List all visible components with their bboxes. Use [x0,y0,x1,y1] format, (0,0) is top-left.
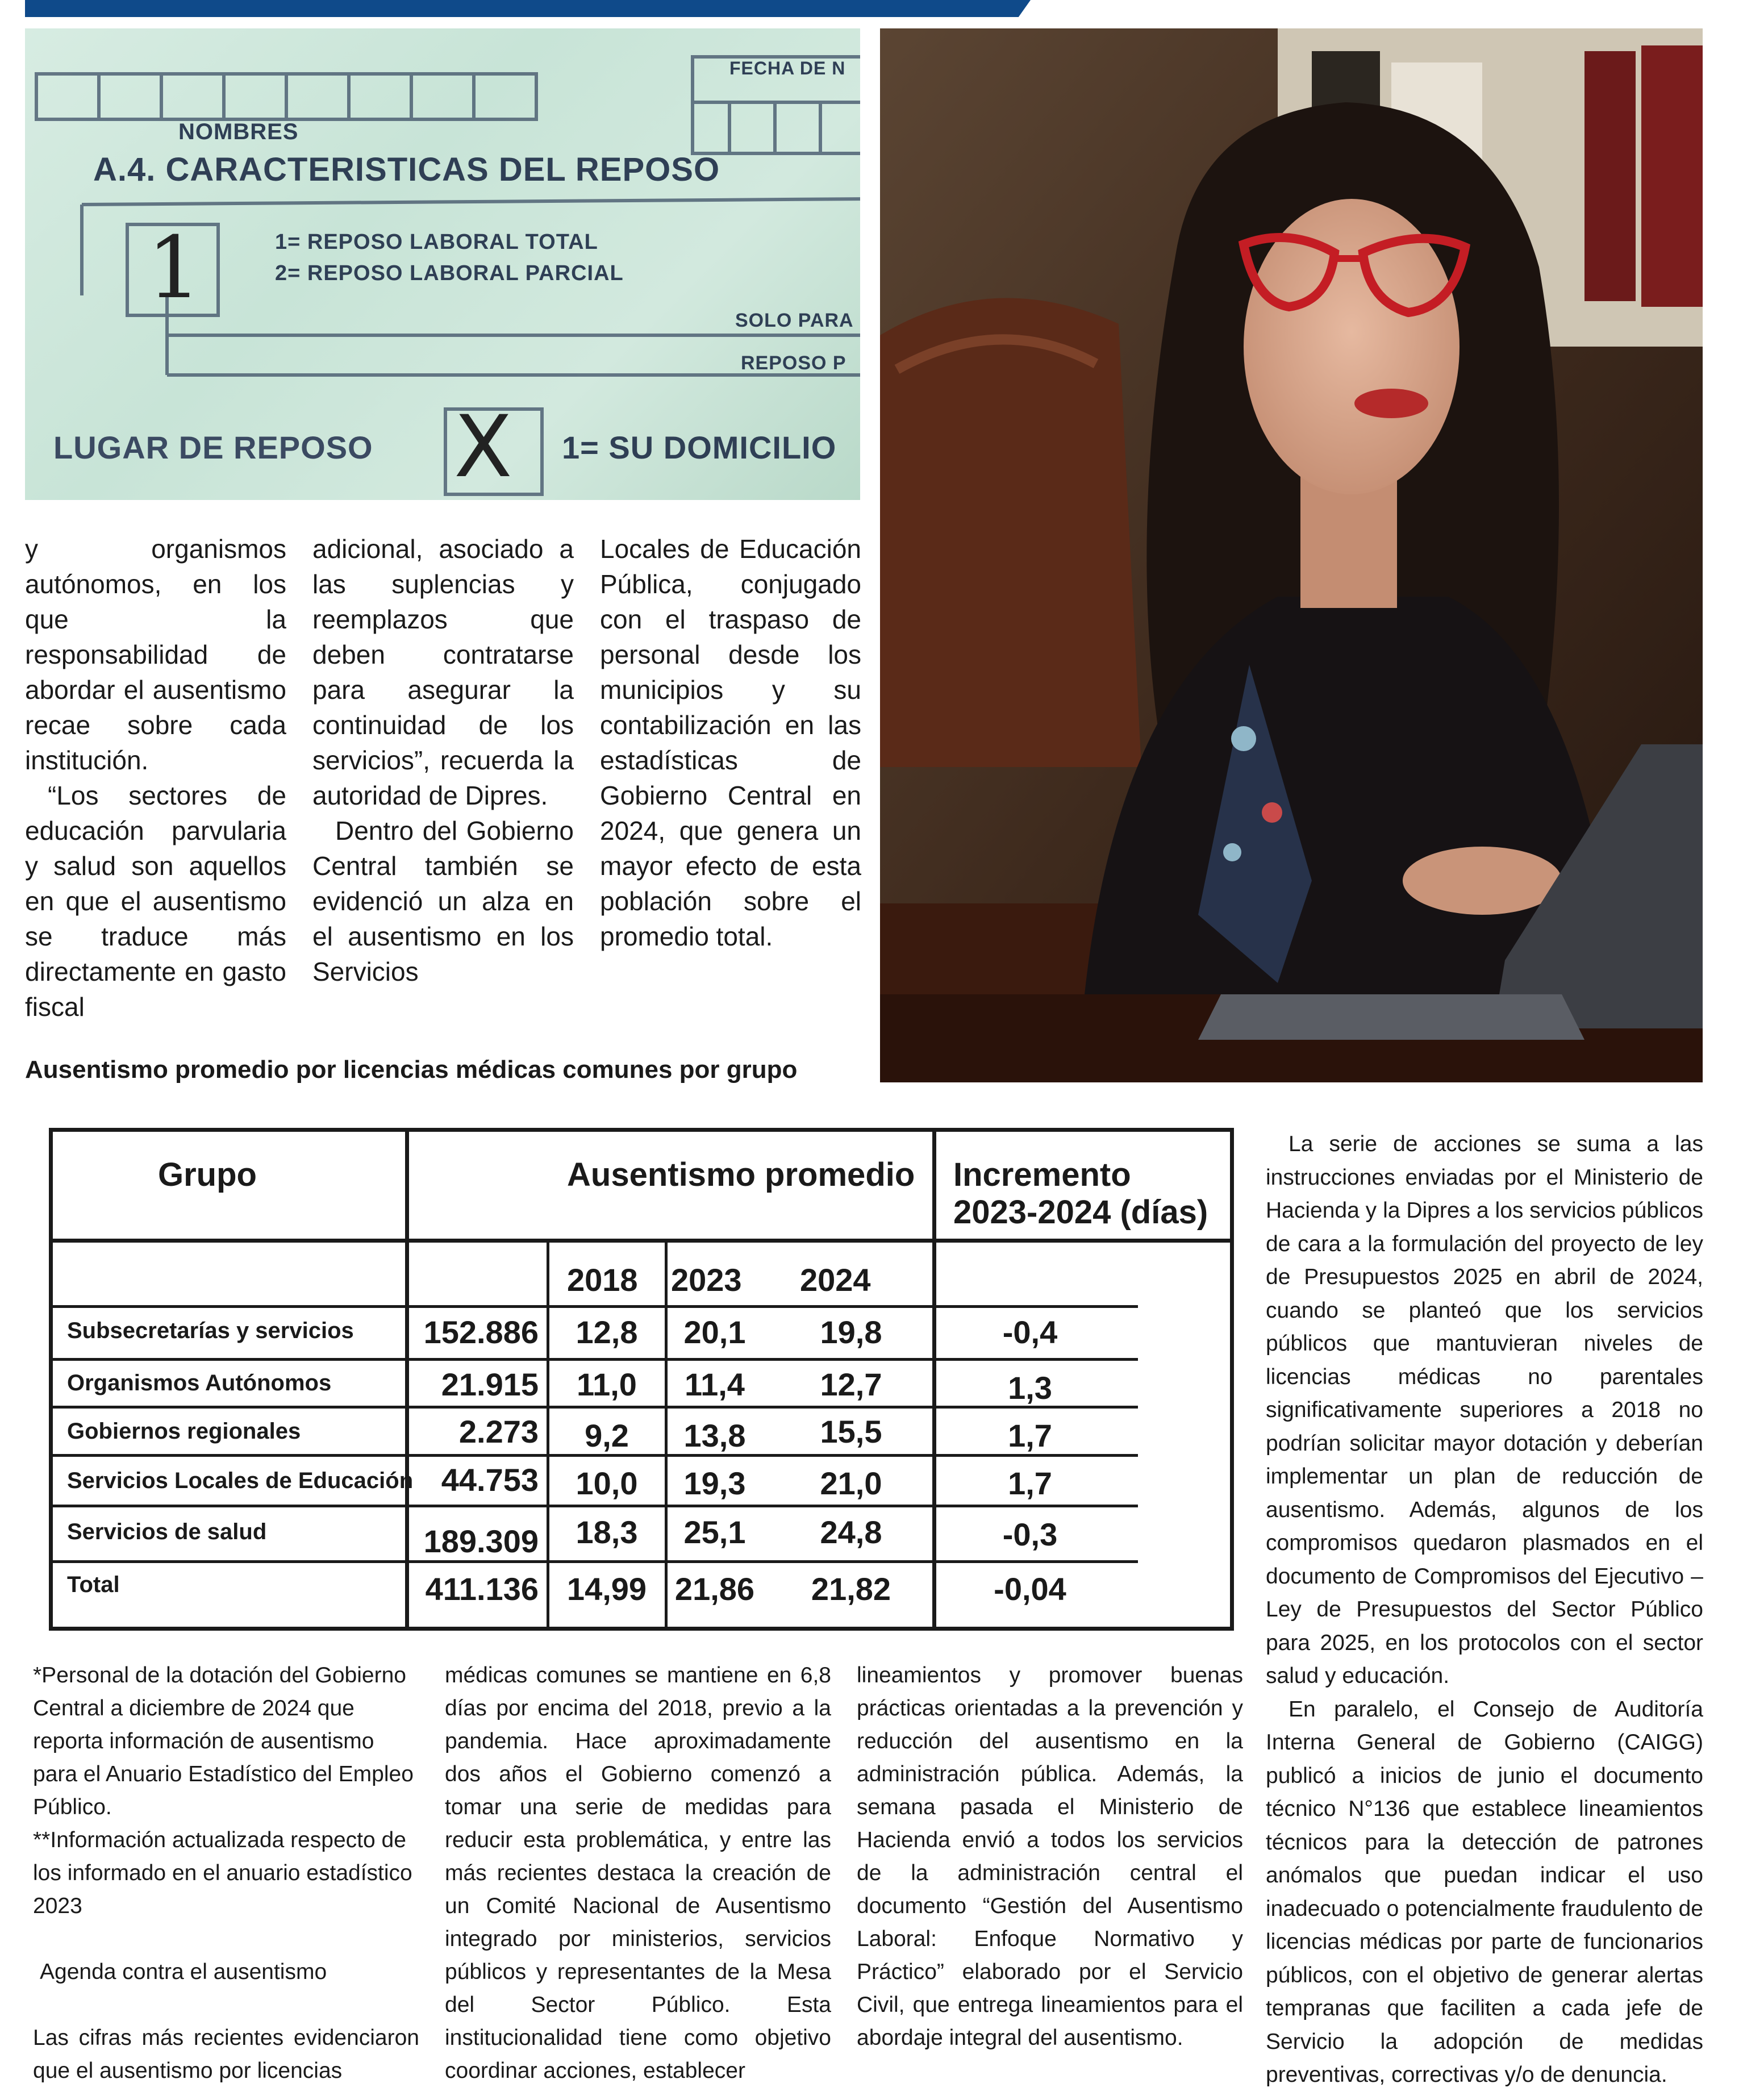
form-solo-para: SOLO PARA [735,310,854,331]
table-hline [53,1505,1138,1507]
row-2024: 19,8 [820,1314,882,1350]
article-top-col-1-p2: “Los sectores de educación parvularia y salud son aquellos en que el ausentismo se traduce más directamente en gasto fiscal [25,781,286,1022]
row-2024: 24,8 [820,1514,882,1550]
article-top-col-2-p2: Dentro del Gobierno Central también se evidenció un alza en el ausentismo en los Servicios [312,816,574,986]
row-grupo: Servicios Locales de Educación [67,1468,414,1493]
portrait-illustration [880,28,1703,1082]
row-grupo: Gobiernos regionales [67,1419,301,1444]
row-dotacion: 44.753 [441,1462,539,1498]
row-2024: 15,5 [820,1414,882,1449]
row-incremento: -0,4 [1002,1314,1058,1350]
article-right-p1: La serie de acciones se suma a las instrucciones enviadas por el Ministerio de Hacienda y la Dipres a los servicios públicos de cara a la formulación del proyecto de ley de Presupuestos 2025 en abril de 2024, cuando se planteó que los servicios públicos que mantuvieran niveles de licencias médicas no parentales significativamente superiores a 2018 no podrían solicitar mayor dotación y deberían implementar un plan de reducción de ausentismo. Además, algunos de los compromisos quedaron plasmados en el documento de Compromisos del Ejecutivo – Ley de Presupuestos del Sector Público para 2025, en los protocolos con el sector salud y educación. [1266,1132,1703,1688]
table-hline [53,1305,1138,1308]
row-2018: 12,8 [576,1314,638,1350]
row-2018: 9,2 [585,1418,629,1453]
row-2023: 13,8 [683,1418,746,1453]
medical-form-photo [25,28,860,500]
row-dotacion: 152.886 [423,1314,539,1350]
form-lugar-option: 1= SU DOMICILIO [562,430,837,465]
footnote-1: *Personal de la dotación del Gobierno Central a diciembre de 2024 que reporta información de ausentismo para el Anuario Estadístico del Empleo Público. [33,1663,414,1819]
row-dotacion: 189.309 [423,1523,539,1559]
article-top-col-2 [312,531,574,989]
table-hline [53,1560,1138,1563]
table-hline [53,1454,1138,1457]
header-ausentismo: Ausentismo promedio [567,1156,915,1193]
article-bottom-col-1: Las cifras más recientes evidenciaron que el ausentismo por licencias [33,2026,419,2083]
row-incremento: -0,3 [1002,1516,1058,1552]
form-lugar-label: LUGAR DE REPOSO [53,430,373,465]
official-portrait-photo [880,28,1703,1082]
row-2024: 21,0 [820,1465,882,1501]
form-checkbox-mark: 1 [147,219,202,318]
table-hline [53,1239,1230,1243]
row-2024: 12,7 [820,1366,882,1402]
row-2023: 25,1 [683,1514,746,1550]
row-grupo: Organismos Autónomos [67,1370,332,1395]
article-right-col [1266,1128,1703,2092]
table-vline [932,1132,936,1627]
table-hline [53,1358,1138,1361]
row-2018: 10,0 [576,1465,638,1501]
article-top-col-1 [25,531,286,1024]
form-fecha-label: FECHA DE N [729,58,846,78]
article-bottom-col-2-text: médicas comunes se mantiene en 6,8 días por encima del 2018, previo a la pandemia. Hace aproximadamente dos años el Gobierno comenzó a tomar una serie de medidas para reducir esta problemática, y entre las más recientes destaca la creación de un Comité Nacional de Ausentismo integrado por ministerios, servicios públicos y representantes de la Mesa del Sector Público. Esta institucionalidad tiene como objetivo coordinar acciones, establecer [445,1663,831,2083]
header-incremento-1: Incremento [953,1156,1131,1193]
row-2023: 20,1 [683,1314,746,1350]
row-2023: 11,4 [685,1366,745,1402]
row-dotacion: 411.136 [425,1571,539,1607]
form-lugar-mark: X [454,398,513,497]
table-title: Ausentismo promedio por licencias médicas comunes por grupo [25,1056,798,1084]
footnotes-col [33,1659,419,2088]
article-top-col-3 [600,531,861,954]
row-2024: 21,82 [811,1571,891,1607]
absenteeism-table [49,1128,1234,1631]
row-2018: 14,99 [566,1571,647,1607]
form-nombres-label: NOMBRES [178,119,299,144]
row-grupo: Subsecretarías y servicios [67,1318,354,1343]
form-section-title: A.4. CARACTERISTICAS DEL REPOSO [93,151,720,188]
form-option-1: 1= REPOSO LABORAL TOTAL [275,230,598,254]
row-grupo-total: Total [67,1572,120,1597]
article-top-col-1-p1: y organismos autónomos, en los que la responsabilidad de abordar el ausentismo recae sobre cada institución. [25,534,286,775]
top-accent-bar [25,0,1031,17]
table-vline [405,1132,409,1627]
row-grupo: Servicios de salud [67,1519,267,1544]
row-2023: 19,3 [683,1465,746,1501]
subheading-agenda: Agenda contra el ausentismo [40,1960,327,1984]
row-incremento: 1,7 [1008,1418,1052,1453]
article-bottom-col-2 [445,1659,831,2088]
header-year-2023: 2023 [671,1262,742,1298]
row-incremento: -0,04 [994,1571,1066,1607]
row-dotacion: 2.273 [458,1414,539,1449]
article-top-col-3-p1: Locales de Educación Pública, conjugado con el traspaso de personal desde los municipios y su contabilización en las estadísticas de Gobierno Central en 2024, que genera un mayor efecto de esta población sobre el promedio total. [600,534,861,951]
header-year-2024: 2024 [800,1262,871,1298]
footnote-2: **Información actualizada respecto de los informado en el anuario estadístico 2023 [33,1828,412,1918]
header-grupo: Grupo [158,1156,257,1193]
table-vline [547,1243,549,1627]
row-2023: 21,86 [674,1571,755,1607]
header-year-2018: 2018 [567,1262,638,1298]
row-incremento: 1,3 [1008,1370,1052,1406]
row-incremento: 1,7 [1008,1465,1052,1501]
article-top-col-2-p1: adicional, asociado a las suplencias y reemplazos que deben contratarse para asegurar la continuidad de los servicios”, recuerda la autoridad de Dipres. [312,534,574,810]
row-2018: 11,0 [577,1366,637,1402]
form-option-2: 2= REPOSO LABORAL PARCIAL [275,261,624,285]
header-incremento-2: 2023-2024 (días) [953,1194,1208,1231]
article-right-p2: En paralelo, el Consejo de Auditoría Interna General de Gobierno (CAIGG) publicó a inicios de junio el documento técnico N°136 que establece lineamientos técnicos para la detección de patrones anómalos que puedan indicar el uso inadecuado o potencialmente fraudulento de licencias médicas por parte de funcionarios públicos, con el objetivo de generar alertas tempranas que faciliten a cada jefe de Servicio la adopción de medidas preventivas, correctivas y/o de denuncia. [1266,1697,1703,2087]
row-dotacion: 21.915 [441,1366,539,1402]
article-bottom-col-3-text: lineamientos y promover buenas prácticas orientadas a la prevención y reducción del ausentismo en la administración pública. Además, la semana pasada el Ministerio de Hacienda envió a todos los servicios de la administración central el documento “Gestión del Ausentismo Laboral: Enfoque Normativo y Práctico” elaborado por el Servicio Civil, que entrega lineamientos para el abordaje integral del ausentismo. [857,1663,1243,2050]
row-2018: 18,3 [576,1514,638,1550]
form-reposo: REPOSO P [741,352,847,374]
article-bottom-col-3 [857,1659,1243,2055]
